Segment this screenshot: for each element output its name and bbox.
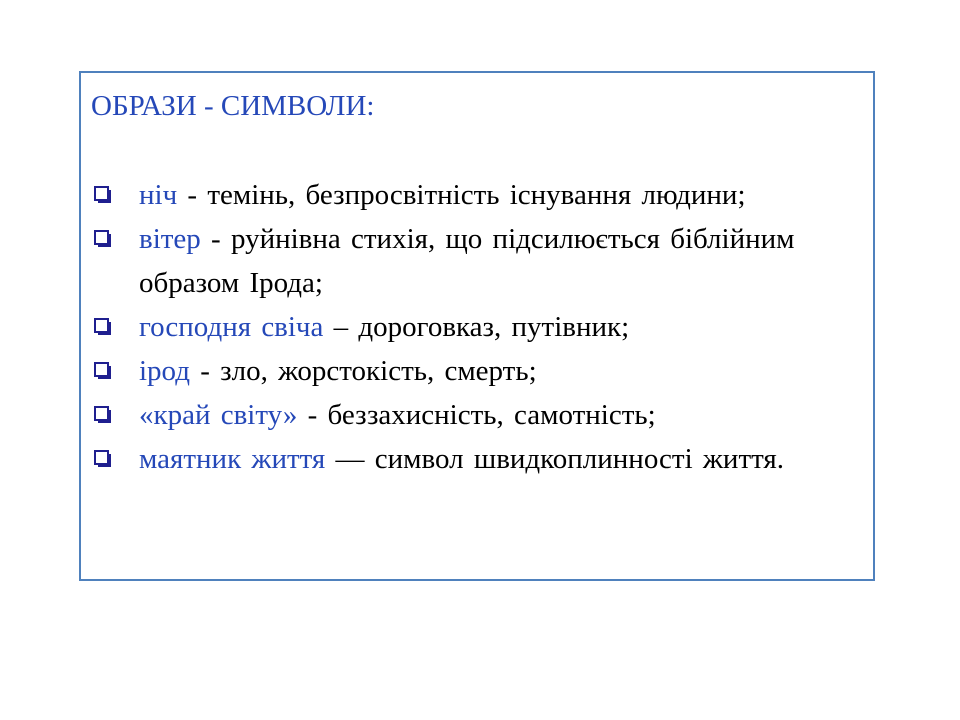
- list-item-lords-candle: [81, 305, 873, 349]
- checkbox-bullet-icon: [94, 450, 109, 465]
- symbol-term: маятник життя: [139, 443, 326, 475]
- list-item-pendulum-of-life: [81, 437, 873, 481]
- list-item-night: [81, 173, 873, 217]
- slide-title: ОБРАЗИ - СИМВОЛИ:: [91, 90, 375, 122]
- symbol-term: ірод: [139, 355, 190, 387]
- checkbox-bullet-icon: [94, 318, 109, 333]
- symbol-term: ніч: [139, 179, 178, 211]
- list-item-edge-of-world: [81, 393, 873, 437]
- symbol-term: «край світу»: [139, 399, 298, 431]
- symbol-description: — символ швидкоплинності життя.: [325, 443, 785, 475]
- list-item-wind: [81, 217, 873, 305]
- symbol-term: вітер: [139, 223, 201, 255]
- symbol-description: - темінь, безпросвітність існування людини;: [177, 179, 746, 211]
- list-item-herod: [81, 349, 873, 393]
- checkbox-bullet-icon: [94, 406, 109, 421]
- symbol-description: - руйнівна стихія, що підсилюється біблійним образом Ірода;: [139, 223, 795, 299]
- symbols-list: [81, 173, 873, 481]
- symbols-text-box: [79, 71, 875, 581]
- checkbox-bullet-icon: [94, 362, 109, 377]
- checkbox-bullet-icon: [94, 230, 109, 245]
- checkbox-bullet-icon: [94, 186, 109, 201]
- symbol-description: - зло, жорстокість, смерть;: [189, 355, 537, 387]
- symbol-description: - беззахисність, самотність;: [297, 399, 656, 431]
- symbol-term: господня свіча: [139, 311, 324, 343]
- symbol-description: – дороговказ, путівник;: [323, 311, 630, 343]
